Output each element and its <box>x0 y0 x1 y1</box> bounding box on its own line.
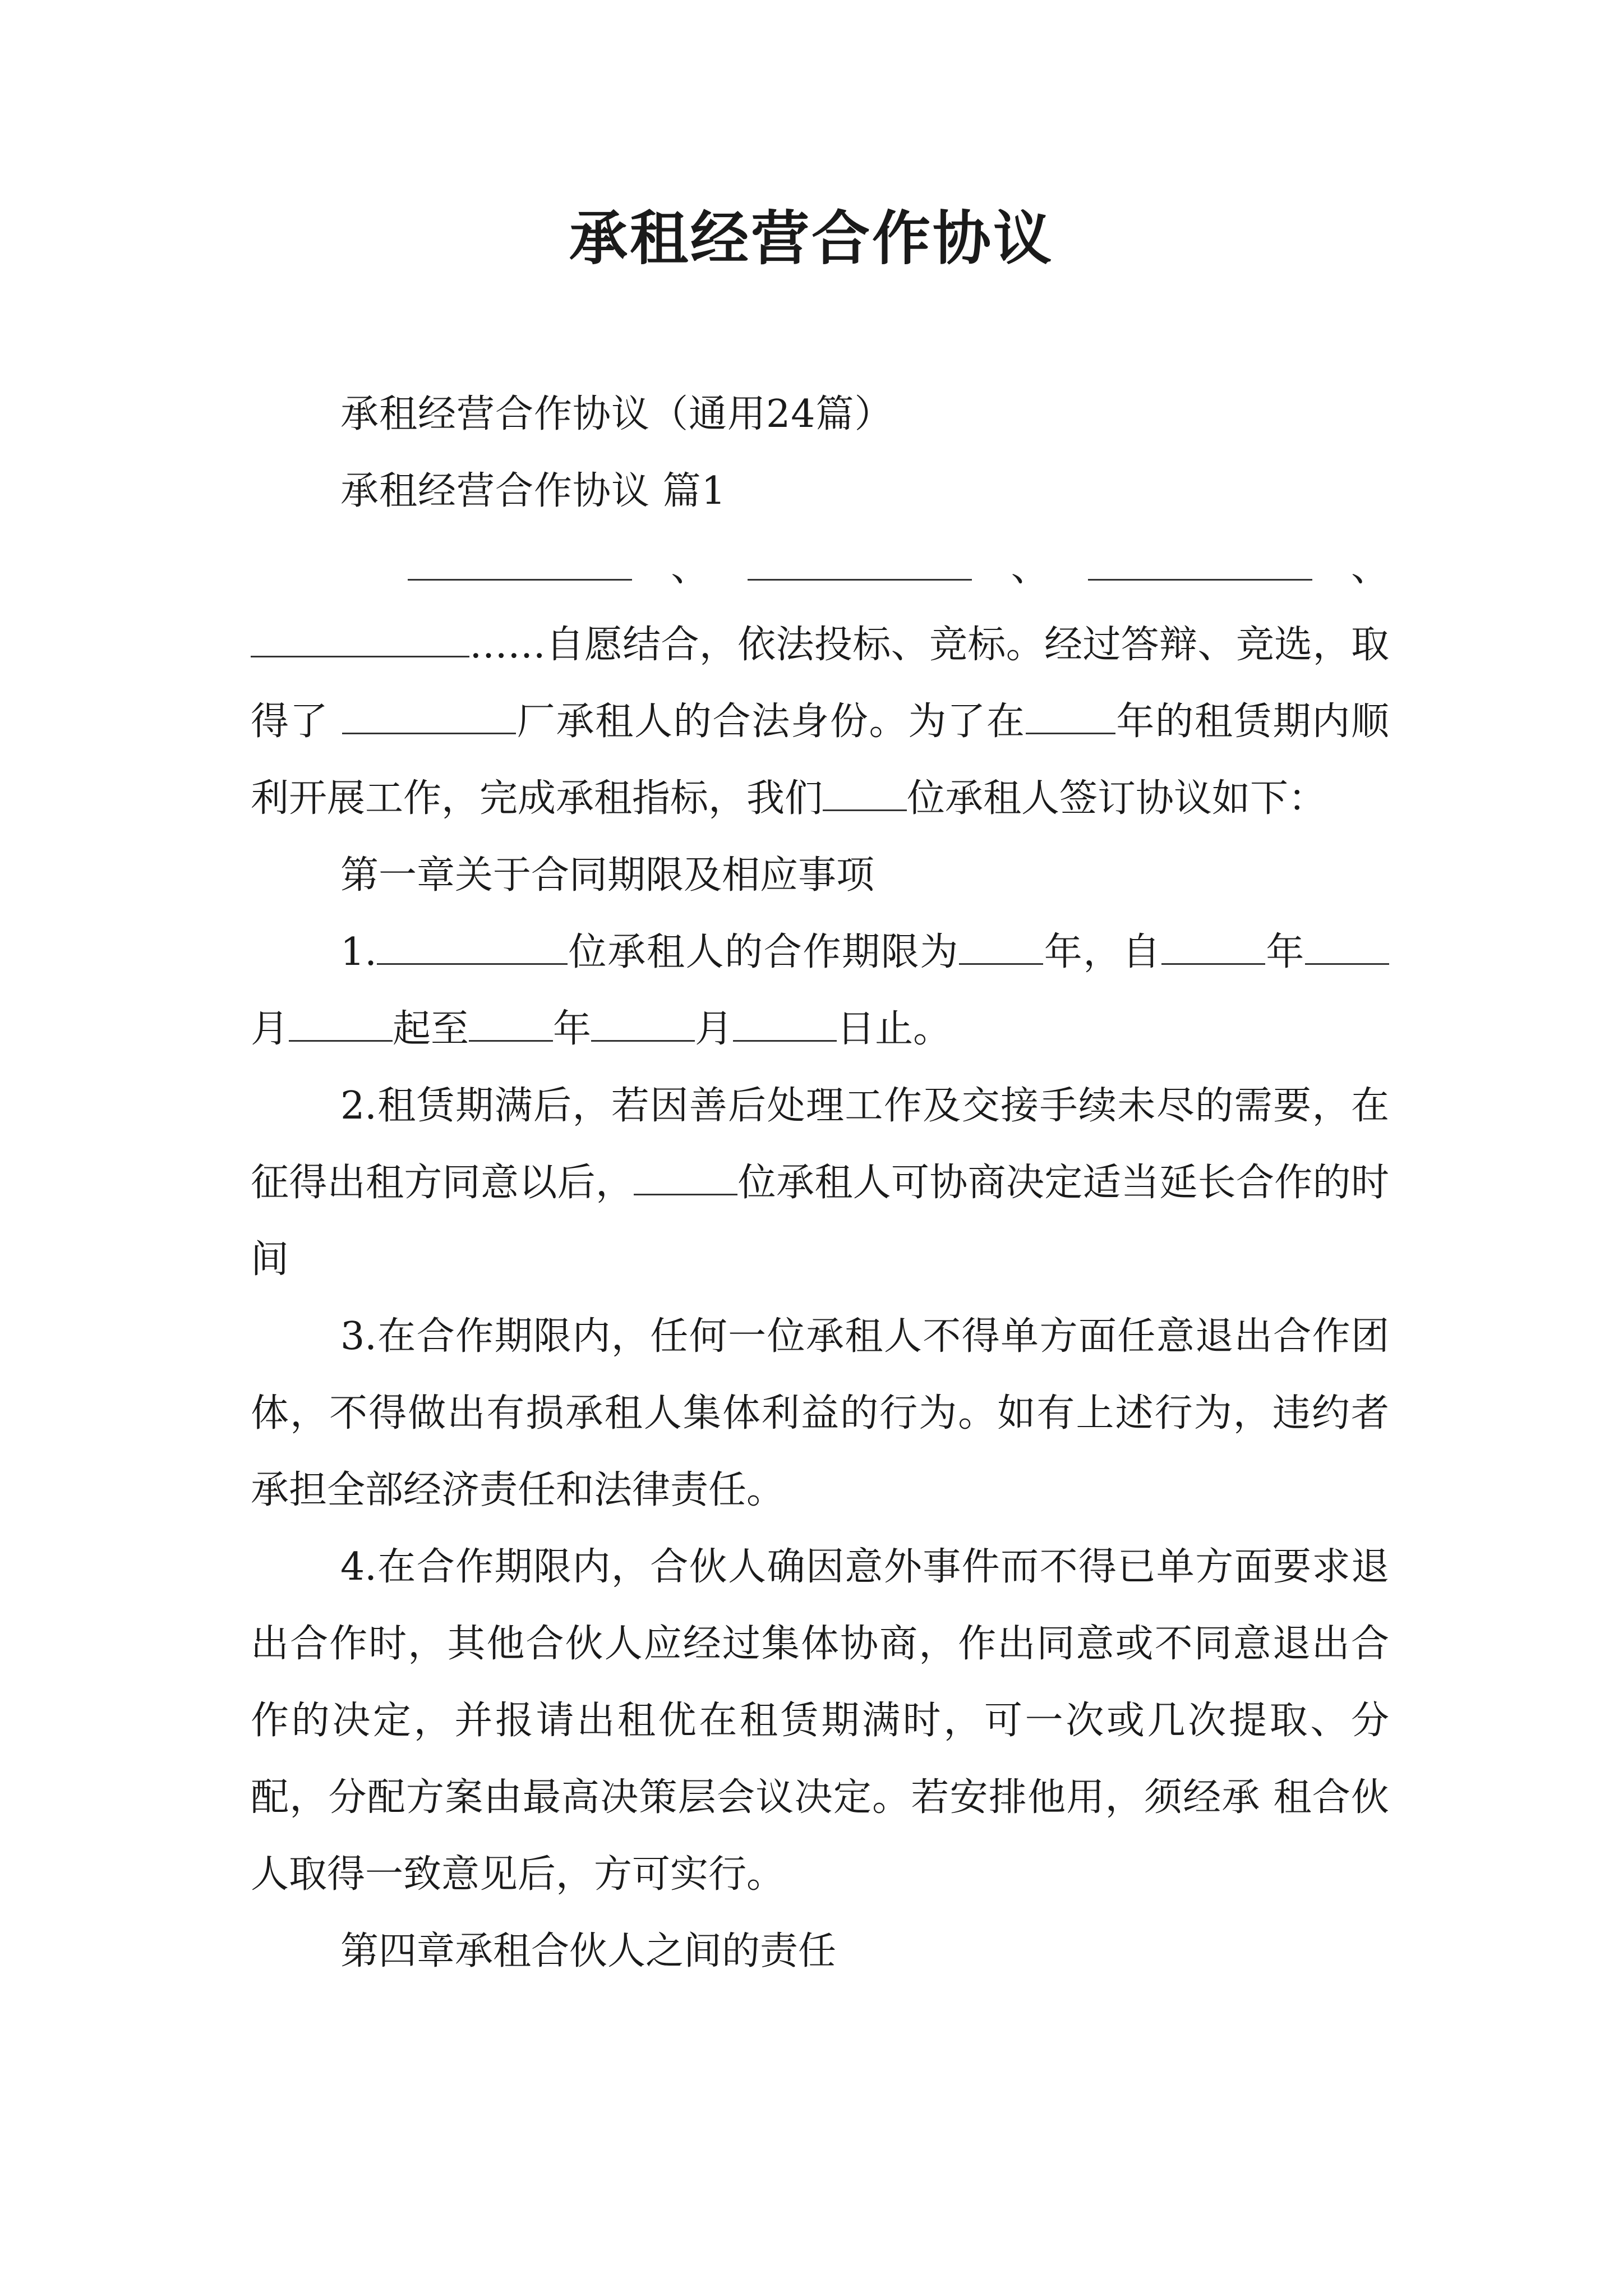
clause-2-text-2: 位承租人可协商决定适当延长合作的时间 <box>251 1161 1389 1282</box>
blank-term <box>959 931 1043 965</box>
blank-lessee-count <box>823 777 907 811</box>
clause-1 <box>251 914 1389 1068</box>
intro-text-3: 年的租赁期内顺利开展工作，完成承租指标，我们 <box>251 700 1389 821</box>
blank-party-2 <box>748 546 972 581</box>
blank-party-1 <box>408 546 632 581</box>
blank-party-3 <box>1088 546 1312 581</box>
blank-clause2-count <box>634 1161 737 1195</box>
document-title: 承租经营合作协议 <box>569 204 1054 273</box>
separator: 、 <box>1011 546 1049 590</box>
intro-text-4: 位承租人签订协议如下： <box>907 776 1327 821</box>
clause-2 <box>251 1068 1389 1298</box>
blank-clause1-count <box>377 931 568 965</box>
blank-start-month <box>1305 931 1389 965</box>
clause-1-text-6: 年 <box>553 1007 592 1051</box>
clause-2-text-1: 2.租赁期满后，若因善后处理工作及交接手续未尽的需要，在征得出租方同意以后， <box>251 1084 1389 1205</box>
clause-1-number: 1. <box>340 930 377 974</box>
intro-text-1: ……自愿结合，依法投标、竞标。经过答辩、竞选，取得了 <box>251 623 1389 744</box>
blank-factory <box>342 700 516 734</box>
chapter-4-heading: 第四章承租合伙人之间的责任 <box>340 1929 837 1973</box>
clause-1-text-8: 日止。 <box>837 1007 952 1051</box>
intro-text-2: 厂承租人的合法身份。为了在 <box>515 700 1026 744</box>
separator: 、 <box>671 546 709 590</box>
document-body <box>251 376 1389 1990</box>
clause-1-text-2: 年，自 <box>1043 930 1161 974</box>
chapter-1-heading: 第一章关于合同期限及相应事项 <box>340 853 875 898</box>
blank-start-year <box>1161 931 1265 965</box>
blank-lease-years <box>1026 700 1115 734</box>
blank-party-4 <box>251 623 469 657</box>
clause-3: 3.在合作期限内，任何一位承租人不得单方面任意退出合作团体，不得做出有损承租人集体利益的行为。如有上述行为，违约者承担全部经济责任和法律责任。 <box>251 1314 1389 1512</box>
clause-1-text-5: 起至 <box>393 1007 469 1051</box>
clause-1-text-7: 月 <box>695 1007 734 1051</box>
clause-1-text-1: 位承租人的合作期限为 <box>567 930 960 974</box>
clause-1-text-4: 月 <box>251 1007 289 1051</box>
separator: 、 <box>1350 546 1389 590</box>
clause-1-text-3: 年 <box>1265 930 1305 974</box>
blank-end-month <box>591 1007 695 1042</box>
clause-4: 4.在合作期限内，合伙人确因意外事件而不得已单方面要求退出合作时，其他合伙人应经过集体协商，作出同意或不同意退出合作的决定，并报请出租优在租赁期满时，可一次或几次提取、分配，分配方案由最高决策层会议决定。若安排他用，须经承 租合伙人取得一致意见后，方可实行。 <box>251 1545 1389 1897</box>
blank-end-year <box>469 1007 553 1042</box>
blank-start-day <box>289 1007 393 1042</box>
part-heading: 承租经营合作协议 篇1 <box>340 469 726 513</box>
blank-end-day <box>733 1007 837 1042</box>
party-blanks-line <box>251 530 1389 606</box>
subtitle: 承租经营合作协议（通用24篇） <box>340 392 893 436</box>
intro-paragraph <box>251 606 1389 837</box>
